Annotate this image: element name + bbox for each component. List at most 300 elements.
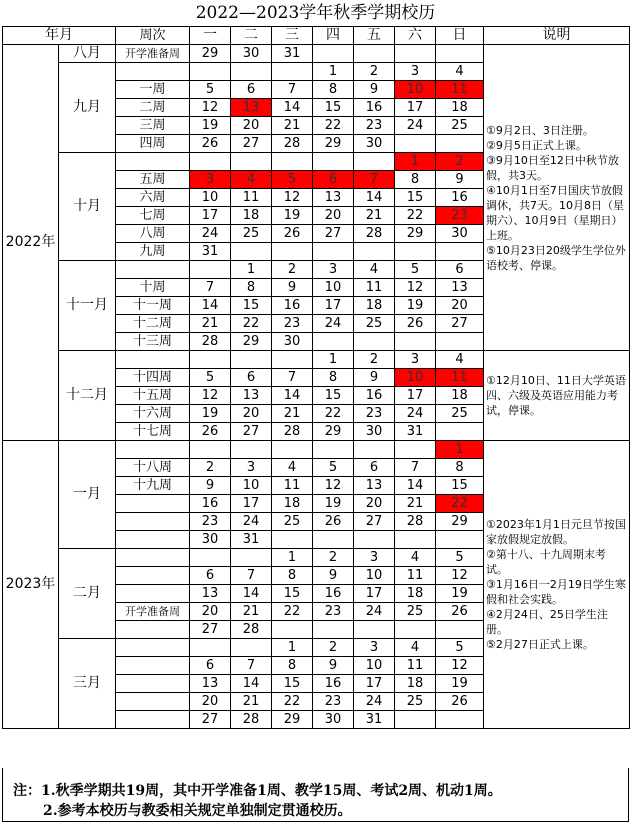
day-cell: 10 <box>354 567 395 585</box>
week-label: 开学准备周 <box>116 603 190 621</box>
day-cell: 25 <box>395 693 436 711</box>
week-label <box>116 441 190 459</box>
day-cell: 1 <box>313 63 354 81</box>
day-cell <box>436 711 484 729</box>
day-cell: 12 <box>272 189 313 207</box>
day-cell: 2 <box>436 153 484 171</box>
week-label: 十一周 <box>116 297 190 315</box>
day-cell: 30 <box>272 333 313 351</box>
day-cell: 16 <box>272 297 313 315</box>
day-cell <box>231 243 272 261</box>
day-cell: 30 <box>190 531 231 549</box>
day-cell: 9 <box>313 657 354 675</box>
week-label: 十三周 <box>116 333 190 351</box>
day-cell <box>395 333 436 351</box>
week-label: 十四周 <box>116 369 190 387</box>
day-cell: 14 <box>231 585 272 603</box>
day-cell: 6 <box>231 369 272 387</box>
day-cell: 17 <box>395 99 436 117</box>
day-cell <box>395 135 436 153</box>
day-cell: 17 <box>190 207 231 225</box>
month-label: 三月 <box>59 639 116 729</box>
day-cell: 17 <box>395 387 436 405</box>
day-cell <box>272 441 313 459</box>
day-cell <box>190 63 231 81</box>
day-cell: 11 <box>272 477 313 495</box>
day-cell: 31 <box>354 711 395 729</box>
day-cell: 30 <box>313 711 354 729</box>
day-cell: 22 <box>272 603 313 621</box>
footer-note-1: 注：1.秋季学期共19周，其中开学准备1周、教学15周、考试2周、机动1周。 <box>13 783 502 799</box>
week-label: 十九周 <box>116 477 190 495</box>
week-label <box>116 531 190 549</box>
day-cell: 8 <box>272 567 313 585</box>
day-cell: 27 <box>231 135 272 153</box>
day-cell: 21 <box>272 405 313 423</box>
week-label <box>116 153 190 171</box>
day-cell: 24 <box>395 405 436 423</box>
week-label <box>116 639 190 657</box>
note-item: ③1月16日一2月19日学生寒假和社会实践。 <box>486 578 626 606</box>
week-label <box>116 711 190 729</box>
day-cell: 19 <box>190 405 231 423</box>
day-cell <box>354 531 395 549</box>
day-cell <box>436 423 484 441</box>
footer-note-2: 2.参考本校历与教委相关规定单独制定贯通校历。 <box>43 803 352 819</box>
day-cell <box>313 333 354 351</box>
day-cell: 22 <box>231 315 272 333</box>
week-label <box>116 513 190 531</box>
notes-cell <box>484 441 630 729</box>
day-cell <box>436 243 484 261</box>
day-cell: 24 <box>354 603 395 621</box>
day-cell: 11 <box>354 279 395 297</box>
day-cell: 15 <box>272 585 313 603</box>
day-cell: 23 <box>313 603 354 621</box>
day-cell: 12 <box>395 279 436 297</box>
header-day: 二 <box>231 27 272 45</box>
day-cell: 20 <box>313 207 354 225</box>
week-label <box>116 585 190 603</box>
day-cell: 6 <box>190 657 231 675</box>
day-cell: 27 <box>231 423 272 441</box>
day-cell: 28 <box>231 711 272 729</box>
header-week: 周次 <box>116 27 190 45</box>
week-label <box>116 657 190 675</box>
day-cell: 7 <box>272 81 313 99</box>
week-label: 十六周 <box>116 405 190 423</box>
day-cell <box>354 333 395 351</box>
day-cell: 6 <box>313 171 354 189</box>
day-cell: 16 <box>354 387 395 405</box>
day-cell: 24 <box>395 117 436 135</box>
day-cell <box>436 45 484 63</box>
day-cell: 8 <box>436 459 484 477</box>
day-cell: 23 <box>313 693 354 711</box>
week-label: 五周 <box>116 171 190 189</box>
day-cell <box>436 333 484 351</box>
day-cell: 11 <box>231 189 272 207</box>
day-cell <box>231 351 272 369</box>
note-item: ⑤2月27日正式上课。 <box>486 638 594 651</box>
header-day: 四 <box>313 27 354 45</box>
day-cell: 10 <box>313 279 354 297</box>
day-cell: 30 <box>354 423 395 441</box>
day-cell <box>231 441 272 459</box>
day-cell: 19 <box>190 117 231 135</box>
day-cell: 28 <box>395 513 436 531</box>
day-cell: 20 <box>231 405 272 423</box>
week-label: 十二周 <box>116 315 190 333</box>
header-year-month: 年月 <box>3 27 116 45</box>
month-label: 十一月 <box>59 261 116 351</box>
day-cell: 14 <box>190 297 231 315</box>
day-cell: 25 <box>395 603 436 621</box>
day-cell <box>395 243 436 261</box>
month-label: 二月 <box>59 549 116 639</box>
day-cell <box>313 621 354 639</box>
day-cell: 8 <box>231 279 272 297</box>
day-cell: 5 <box>190 369 231 387</box>
day-cell: 23 <box>354 405 395 423</box>
week-label: 开学准备周 <box>116 45 190 63</box>
day-cell: 15 <box>231 297 272 315</box>
page-title: 2022—2023学年秋季学期校历 <box>195 3 436 23</box>
day-cell: 9 <box>354 369 395 387</box>
day-cell: 2 <box>313 639 354 657</box>
day-cell: 9 <box>354 81 395 99</box>
day-cell: 19 <box>313 495 354 513</box>
week-label: 六周 <box>116 189 190 207</box>
day-cell: 15 <box>313 99 354 117</box>
day-cell: 4 <box>272 459 313 477</box>
day-cell: 2 <box>354 351 395 369</box>
day-cell: 31 <box>395 423 436 441</box>
day-cell: 6 <box>190 567 231 585</box>
day-cell: 10 <box>190 189 231 207</box>
day-cell: 20 <box>190 693 231 711</box>
month-label: 十月 <box>59 153 116 261</box>
day-cell <box>395 441 436 459</box>
week-label: 七周 <box>116 207 190 225</box>
day-cell: 1 <box>272 549 313 567</box>
day-cell: 26 <box>436 603 484 621</box>
day-cell: 20 <box>354 495 395 513</box>
day-cell: 18 <box>436 99 484 117</box>
day-cell: 21 <box>395 495 436 513</box>
month-label: 九月 <box>59 63 116 153</box>
day-cell: 20 <box>231 117 272 135</box>
day-cell <box>231 549 272 567</box>
note-item: ②第十八、十九周期末考试。 <box>486 548 606 576</box>
day-cell <box>272 621 313 639</box>
day-cell <box>190 351 231 369</box>
day-cell <box>313 441 354 459</box>
day-cell <box>231 63 272 81</box>
table-row <box>3 45 630 63</box>
day-cell: 24 <box>190 225 231 243</box>
day-cell: 22 <box>395 207 436 225</box>
header-day: 三 <box>272 27 313 45</box>
week-label: 十七周 <box>116 423 190 441</box>
day-cell: 22 <box>436 495 484 513</box>
day-cell: 25 <box>272 513 313 531</box>
day-cell: 8 <box>313 81 354 99</box>
day-cell: 21 <box>190 315 231 333</box>
day-cell: 9 <box>313 567 354 585</box>
day-cell: 26 <box>190 135 231 153</box>
day-cell: 7 <box>354 171 395 189</box>
day-cell: 2 <box>313 549 354 567</box>
day-cell: 17 <box>231 495 272 513</box>
day-cell <box>231 639 272 657</box>
day-cell: 3 <box>231 459 272 477</box>
day-cell: 8 <box>313 369 354 387</box>
day-cell: 26 <box>313 513 354 531</box>
day-cell: 29 <box>313 135 354 153</box>
week-label: 三周 <box>116 117 190 135</box>
day-cell: 25 <box>231 225 272 243</box>
day-cell: 15 <box>313 387 354 405</box>
day-cell: 9 <box>190 477 231 495</box>
day-cell: 1 <box>313 351 354 369</box>
day-cell <box>354 621 395 639</box>
week-label: 十五周 <box>116 387 190 405</box>
day-cell: 16 <box>313 585 354 603</box>
day-cell <box>190 261 231 279</box>
day-cell: 18 <box>395 585 436 603</box>
day-cell: 18 <box>354 297 395 315</box>
day-cell: 23 <box>436 207 484 225</box>
week-label: 一周 <box>116 81 190 99</box>
day-cell: 25 <box>354 315 395 333</box>
day-cell: 13 <box>231 387 272 405</box>
month-label: 十二月 <box>59 351 116 441</box>
week-label <box>116 621 190 639</box>
day-cell: 5 <box>272 171 313 189</box>
day-cell: 13 <box>190 585 231 603</box>
day-cell: 23 <box>354 117 395 135</box>
day-cell: 3 <box>354 639 395 657</box>
day-cell: 7 <box>231 657 272 675</box>
day-cell: 14 <box>395 477 436 495</box>
day-cell <box>313 45 354 63</box>
day-cell: 7 <box>395 459 436 477</box>
day-cell: 9 <box>436 171 484 189</box>
day-cell: 9 <box>272 279 313 297</box>
day-cell: 16 <box>190 495 231 513</box>
day-cell <box>313 243 354 261</box>
day-cell <box>272 153 313 171</box>
day-cell: 4 <box>354 261 395 279</box>
day-cell: 4 <box>436 351 484 369</box>
day-cell: 5 <box>436 639 484 657</box>
day-cell: 25 <box>436 117 484 135</box>
month-label: 八月 <box>59 45 116 63</box>
day-cell: 11 <box>395 567 436 585</box>
day-cell: 29 <box>272 711 313 729</box>
day-cell: 13 <box>231 99 272 117</box>
day-cell: 28 <box>354 225 395 243</box>
footer-notes <box>2 768 629 822</box>
day-cell <box>395 531 436 549</box>
week-label <box>116 693 190 711</box>
day-cell: 25 <box>436 405 484 423</box>
year-label: 2023年 <box>3 441 59 729</box>
day-cell: 28 <box>190 333 231 351</box>
day-cell <box>354 243 395 261</box>
day-cell: 13 <box>354 477 395 495</box>
day-cell: 12 <box>436 657 484 675</box>
week-label: 四周 <box>116 135 190 153</box>
day-cell: 4 <box>395 639 436 657</box>
day-cell: 16 <box>313 675 354 693</box>
day-cell: 26 <box>395 315 436 333</box>
year-label: 2022年 <box>3 45 59 441</box>
day-cell: 24 <box>354 693 395 711</box>
day-cell: 26 <box>436 693 484 711</box>
day-cell: 4 <box>231 171 272 189</box>
day-cell: 22 <box>313 117 354 135</box>
day-cell: 16 <box>354 99 395 117</box>
day-cell: 7 <box>272 369 313 387</box>
day-cell: 13 <box>190 675 231 693</box>
day-cell: 21 <box>272 117 313 135</box>
day-cell <box>190 549 231 567</box>
day-cell: 10 <box>395 369 436 387</box>
note-item: ④10月1日至7日国庆节放假调休，共7天。10月8日（星期六）、10月9日（星期日）上班。 <box>486 183 624 242</box>
week-label <box>116 675 190 693</box>
day-cell: 12 <box>313 477 354 495</box>
day-cell: 21 <box>231 693 272 711</box>
day-cell: 23 <box>190 513 231 531</box>
day-cell: 30 <box>436 225 484 243</box>
day-cell <box>272 243 313 261</box>
day-cell: 29 <box>231 333 272 351</box>
day-cell: 12 <box>436 567 484 585</box>
day-cell <box>354 45 395 63</box>
day-cell: 12 <box>190 99 231 117</box>
day-cell: 11 <box>436 369 484 387</box>
day-cell: 2 <box>272 261 313 279</box>
day-cell <box>354 153 395 171</box>
day-cell: 24 <box>313 315 354 333</box>
day-cell: 10 <box>395 81 436 99</box>
day-cell: 27 <box>436 315 484 333</box>
day-cell: 17 <box>313 297 354 315</box>
day-cell: 8 <box>272 657 313 675</box>
week-label: 八周 <box>116 225 190 243</box>
header-day: 五 <box>354 27 395 45</box>
day-cell: 3 <box>395 351 436 369</box>
day-cell: 1 <box>395 153 436 171</box>
table-row <box>3 441 630 459</box>
table-row <box>3 351 630 369</box>
day-cell: 17 <box>354 585 395 603</box>
day-cell: 31 <box>231 531 272 549</box>
day-cell <box>272 63 313 81</box>
day-cell: 15 <box>436 477 484 495</box>
header-row <box>3 27 630 45</box>
day-cell: 5 <box>190 81 231 99</box>
day-cell: 15 <box>395 189 436 207</box>
header-day: 日 <box>436 27 484 45</box>
note-item: ③9月10日至12日中秋节放假，共3天。 <box>486 153 619 182</box>
day-cell <box>436 135 484 153</box>
day-cell: 3 <box>354 549 395 567</box>
day-cell <box>395 711 436 729</box>
day-cell: 13 <box>436 279 484 297</box>
day-cell: 4 <box>436 63 484 81</box>
note-item: ①9月2日、3日注册。 <box>486 123 594 137</box>
day-cell: 19 <box>436 585 484 603</box>
day-cell: 12 <box>190 387 231 405</box>
week-label <box>116 351 190 369</box>
day-cell <box>395 45 436 63</box>
header-notes: 说明 <box>484 27 630 45</box>
day-cell: 5 <box>395 261 436 279</box>
day-cell: 7 <box>231 567 272 585</box>
day-cell <box>313 531 354 549</box>
day-cell <box>190 639 231 657</box>
day-cell <box>190 441 231 459</box>
day-cell: 26 <box>190 423 231 441</box>
note-item: ④2月24日、25日学生注册。 <box>486 608 608 636</box>
day-cell: 27 <box>190 711 231 729</box>
day-cell: 17 <box>354 675 395 693</box>
notes-cell <box>484 351 630 441</box>
day-cell: 11 <box>395 657 436 675</box>
day-cell: 30 <box>231 45 272 63</box>
day-cell: 18 <box>231 207 272 225</box>
day-cell: 1 <box>436 441 484 459</box>
day-cell: 28 <box>272 135 313 153</box>
day-cell: 20 <box>190 603 231 621</box>
note-item: ②9月5日正式上课。 <box>486 138 587 152</box>
day-cell: 19 <box>272 207 313 225</box>
month-label: 一月 <box>59 441 116 549</box>
day-cell: 21 <box>231 603 272 621</box>
day-cell: 10 <box>354 657 395 675</box>
day-cell: 18 <box>436 387 484 405</box>
day-cell: 14 <box>354 189 395 207</box>
header-day: 一 <box>190 27 231 45</box>
week-label <box>116 261 190 279</box>
day-cell <box>272 531 313 549</box>
day-cell: 22 <box>272 693 313 711</box>
day-cell: 27 <box>190 621 231 639</box>
notes-cell <box>484 45 630 351</box>
day-cell: 26 <box>272 225 313 243</box>
note-item: ①2023年1月1日元旦节按国家放假规定放假。 <box>486 518 626 546</box>
day-cell: 14 <box>272 387 313 405</box>
day-cell: 10 <box>231 477 272 495</box>
day-cell: 5 <box>313 459 354 477</box>
day-cell <box>231 153 272 171</box>
day-cell: 29 <box>395 225 436 243</box>
day-cell: 15 <box>272 675 313 693</box>
day-cell: 30 <box>354 135 395 153</box>
day-cell: 22 <box>313 405 354 423</box>
day-cell <box>395 621 436 639</box>
day-cell: 29 <box>190 45 231 63</box>
week-label: 十八周 <box>116 459 190 477</box>
week-label: 二周 <box>116 99 190 117</box>
day-cell: 1 <box>272 639 313 657</box>
day-cell: 14 <box>231 675 272 693</box>
day-cell: 6 <box>436 261 484 279</box>
week-label <box>116 549 190 567</box>
